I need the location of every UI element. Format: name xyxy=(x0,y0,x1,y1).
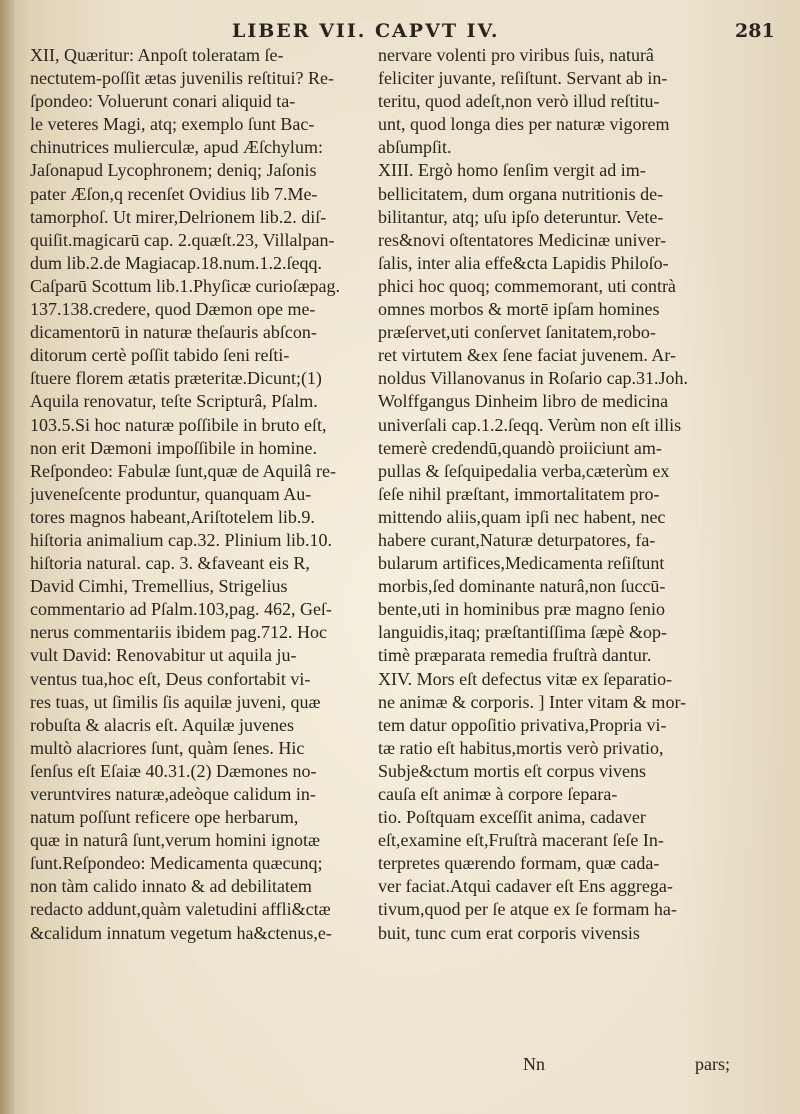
text-line: hiſtoria animalium cap.32. Plinium lib.10. xyxy=(30,529,332,550)
text-line: bularum artifices,Medicamenta reſiſtunt xyxy=(378,553,665,574)
page-header xyxy=(0,14,800,44)
text-line: tem datur oppoſitio privativa,Propria vi- xyxy=(378,714,667,735)
text-line: chinutrices mulierculæ, apud Æſchylum: xyxy=(30,137,323,158)
text-line: unt, quod longa dies per naturæ vigorem xyxy=(378,114,670,135)
text-line: bilitantur, atq; uſu ipſo deteruntur. Vete- xyxy=(378,206,664,227)
right-text-column xyxy=(378,44,773,945)
text-line: temerè credendū,quandò proiiciunt am- xyxy=(378,437,662,458)
text-line: &calidum innatum vegetum ha&ctenus,e- xyxy=(30,922,332,943)
text-line: ventus tua,hoc eſt, Deus confortabit vi- xyxy=(30,668,311,689)
text-line: David Cimhi, Tremellius, Strigelius xyxy=(30,576,288,597)
text-line: noldus Villanovanus in Roſario cap.31.Joh. xyxy=(378,368,689,389)
text-line: Jaſonapud Lycophronem; deniq; Jaſonis xyxy=(30,160,317,181)
text-line: pullas & ſeſquipedalia verba,cæterùm ex xyxy=(378,460,670,481)
text-line: tio. Poſtquam exceſſit anima, cadaver xyxy=(378,807,646,828)
text-line: 137.138.credere, quod Dæmon ope me- xyxy=(30,299,316,320)
text-line: dum lib.2.de Magiacap.18.num.1.2.ſeqq. xyxy=(30,252,322,273)
text-line: timè præparata remedia fruſtrà dantur. xyxy=(378,645,652,666)
text-line: ſenſus eſt Eſaiæ 40.31.(2) Dæmones no- xyxy=(30,760,317,781)
text-line: hiſtoria natural. cap. 3. &faveant eis R, xyxy=(30,553,310,574)
text-line: omnes morbos & mortē ipſam homines xyxy=(378,299,660,320)
text-line: quæ in naturâ ſunt,verum homini ignotæ xyxy=(30,830,320,851)
page-number: 281 xyxy=(735,20,775,42)
text-line: mittendo aliis,quam ipſi nec habent, nec xyxy=(378,506,666,527)
text-line: terpretes quærendo formam, quæ cada- xyxy=(378,853,660,874)
text-line: nerus commentariis ibidem pag.712. Hoc xyxy=(30,622,327,643)
text-line: le veteres Magi, atq; exemplo ſunt Bac- xyxy=(30,114,315,135)
text-line: feliciter juvante, reſiſtunt. Servant ab in- xyxy=(378,68,668,89)
text-line: præſervet,uti conſervet ſanitatem,robo- xyxy=(378,322,656,343)
text-line: ver faciat.Atqui cadaver eſt Ens aggrega- xyxy=(378,876,673,897)
running-head: LIBER VII. CAPVT IV. xyxy=(232,20,500,42)
text-line: Caſparū Scottum lib.1.Phyſicæ curioſæpag. xyxy=(30,275,340,296)
text-line: XIII. Ergò homo ſenſim vergit ad im- xyxy=(378,160,646,181)
text-line: Reſpondeo: Fabulæ ſunt,quæ de Aquilâ re- xyxy=(30,460,336,481)
text-line: ſtuere florem ætatis præteritæ.Dicunt;(1) xyxy=(30,368,322,389)
text-line: univerſali cap.1.2.ſeqq. Verùm non eſt illis xyxy=(378,414,682,435)
text-line: pater Æſon,q recenſet Ovidius lib 7.Me- xyxy=(30,183,318,204)
text-line: tamorphoſ. Ut mirer,Delrionem lib.2. diſ- xyxy=(30,206,327,227)
text-line: languidis,itaq; præſtantiſſima ſæpè &op- xyxy=(378,622,667,643)
text-line: ditorum certè poſſit tabido ſeni reſti- xyxy=(30,345,290,366)
text-line: phici hoc quoq; commemorant, uti contrà xyxy=(378,275,676,296)
text-line: quiſit.magicarū cap. 2.quæſt.23, Villalpan- xyxy=(30,229,335,250)
text-line: nectutem-poſſit ætas juvenilis reſtitui? Re- xyxy=(30,68,334,89)
text-line: bellicitatem, dum organa nutritionis de- xyxy=(378,183,664,204)
text-line: ſalis, inter alia effe&cta Lapidis Philoſo- xyxy=(378,252,669,273)
text-line: veruntvires naturæ,adeòque calidum in- xyxy=(30,784,316,804)
text-line: 103.5.Si hoc naturæ poſſibile in bruto eſt, xyxy=(30,414,327,435)
text-line: habere curant,Naturæ deturpatores, fa- xyxy=(378,529,656,550)
text-line: ſpondeo: Voluerunt conari aliquid ta- xyxy=(30,91,296,112)
text-line: tivum,quod per ſe atque ex ſe formam ha- xyxy=(378,899,677,920)
text-line: Subje&ctum mortis eſt corpus vivens xyxy=(378,760,646,781)
text-line: teritu, quod adeſt,non verò illud reſtitu- xyxy=(378,91,660,112)
text-line: res tuas, ut ſimilis ſis aquilæ juveni, quæ xyxy=(30,691,321,712)
catchword: pars; xyxy=(695,1054,730,1074)
text-line: res&novi oſtentatores Medicinæ univer- xyxy=(378,229,667,250)
text-line: abſumpſit. xyxy=(378,137,452,158)
text-line: Wolffgangus Dinheim libro de medicina xyxy=(378,391,669,412)
text-line: tæ ratio eſt habitus,mortis verò privatio, xyxy=(378,737,664,758)
signature-mark: Nn xyxy=(523,1054,545,1074)
text-line: vult David: Renovabitur ut aquila ju- xyxy=(30,645,297,666)
text-line: juveneſcente produntur, quanquam Au- xyxy=(30,483,312,504)
text-line: bente,uti in hominibus præ magno ſenio xyxy=(378,599,665,620)
text-line: nervare volenti pro viribus ſuis, naturâ xyxy=(378,45,654,65)
text-line: cauſa eſt animæ à corpore ſepara- xyxy=(378,784,618,804)
text-line: ne animæ & corporis. ] Inter vitam & mor- xyxy=(378,691,687,712)
left-text-column xyxy=(30,44,355,945)
text-line: commentario ad Pſalm.103,pag. 462, Geſ- xyxy=(30,599,332,620)
text-line: morbis,ſed dominante naturâ,non ſuccū- xyxy=(378,576,666,597)
text-line: multò alacriores ſunt, quàm ſenes. Hic xyxy=(30,737,305,758)
text-line: non tàm calido innato & ad debilitatem xyxy=(30,876,312,897)
text-line: XIV. Mors eſt defectus vitæ ex ſeparatio- xyxy=(378,668,673,689)
text-line: tores magnos habeant,Ariſtotelem lib.9. xyxy=(30,506,315,527)
text-line: ſunt.Reſpondeo: Medicamenta quæcunq; xyxy=(30,853,323,874)
text-line: robuſta & alacris eſt. Aquilæ juvenes xyxy=(30,714,294,735)
text-line: eſt,examine eſt,Fruſtrà macerant ſeſe In- xyxy=(378,830,664,851)
text-line: non erit Dæmoni impoſſibile in homine. xyxy=(30,437,317,458)
text-line: Aquila renovatur, teſte Scripturâ, Pſalm. xyxy=(30,391,318,412)
text-line: XII, Quæritur: Anpoſt toleratam ſe- xyxy=(30,45,284,65)
text-line: ret virtutem &ex ſene faciat juvenem. Ar- xyxy=(378,345,677,366)
text-line: ſeſe nihil præſtant, immortalitatem pro- xyxy=(378,483,660,504)
text-line: natum poſſunt reficere ope herbarum, xyxy=(30,807,299,828)
text-line: buit, tunc cum erat corporis vivensis xyxy=(378,922,640,943)
text-line: redacto addunt,quàm valetudini affli&ctæ xyxy=(30,899,331,920)
page-gutter-edge xyxy=(0,0,14,1114)
text-line: dicamentorū in naturæ theſauris abſcon- xyxy=(30,322,317,343)
